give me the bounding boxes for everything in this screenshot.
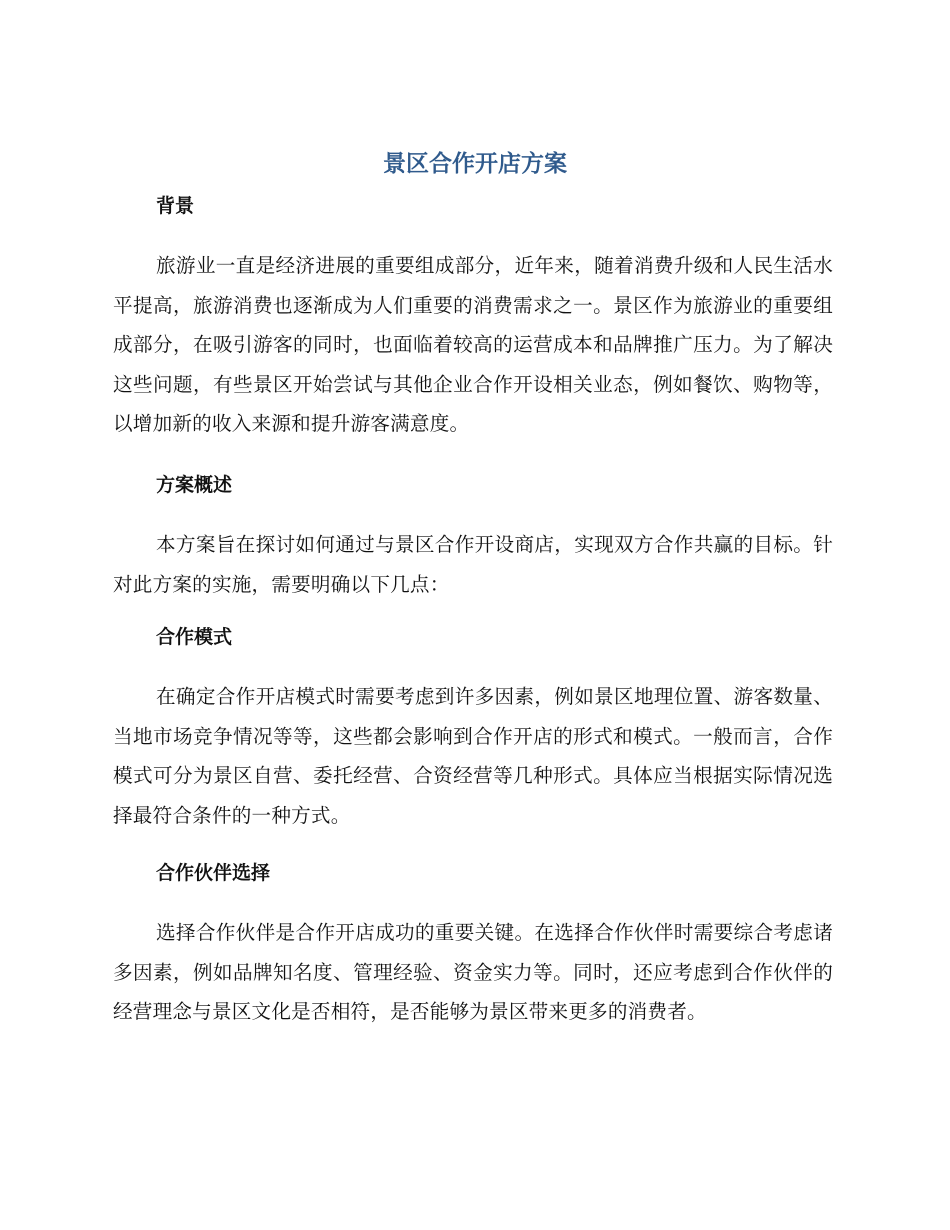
- section-paragraph: 本方案旨在探讨如何通过与景区合作开设商店，实现双方合作共赢的目标。针对此方案的实施，需要明确以下几点：: [113, 533, 833, 596]
- section-heading: 合作模式: [156, 626, 233, 648]
- section-heading: 合作伙伴选择: [156, 862, 271, 884]
- document-title: 景区合作开店方案: [383, 151, 567, 177]
- section-heading: 背景: [156, 195, 195, 217]
- section-background: [113, 189, 833, 444]
- section-paragraph: 旅游业一直是经济进展的重要组成部分，近年来，随着消费升级和人民生活水平提高，旅游消费也逐渐成为人们重要的消费需求之一。景区作为旅游业的重要组成部分，在吸引游客的同时，也面临着较高的运营成本和品牌推广压力。为了解决这些问题，有些景区开始尝试与其他企业合作开设相关业态，例如餐饮、购物等，以增加新的收入来源和提升游客满意度。: [113, 254, 833, 435]
- section-partner-selection: [113, 856, 833, 1032]
- section-overview: [113, 468, 833, 604]
- section-heading: 方案概述: [156, 474, 233, 496]
- section-paragraph: 在确定合作开店模式时需要考虑到许多因素，例如景区地理位置、游客数量、当地市场竞争情况等等，这些都会影响到合作开店的形式和模式。一般而言，合作模式可分为景区自营、委托经营、合资经营等几种形式。具体应当根据实际情况选择最符合条件的一种方式。: [113, 685, 833, 827]
- section-cooperation-mode: [113, 620, 833, 835]
- section-paragraph: 选择合作伙伴是合作开店成功的重要关键。在选择合作伙伴时需要综合考虑诸多因素，例如品牌知名度、管理经验、资金实力等。同时，还应考虑到合作伙伴的经营理念与景区文化是否相符，是否能够为景区带来更多的消费者。: [113, 921, 833, 1023]
